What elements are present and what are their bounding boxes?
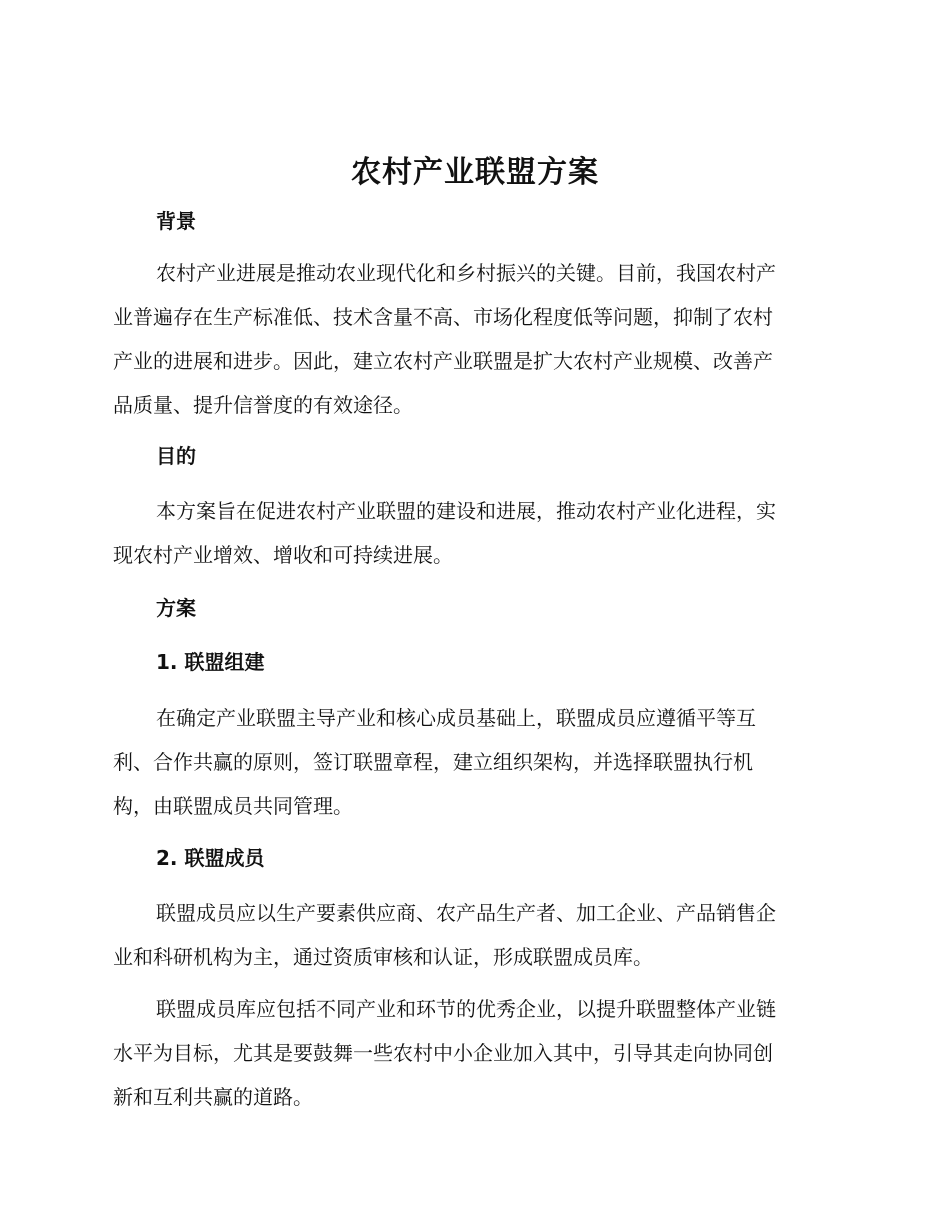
paragraph-line: 农村产业进展是推动农业现代化和乡村振兴的关键。目前，我国农村产 [156,261,776,285]
paragraph-line: 品质量、提升信誉度的有效途径。 [113,393,413,417]
paragraph-line: 利、合作共赢的原则，签订联盟章程，建立组织架构，并选择联盟执行机 [113,750,753,774]
paragraph-line: 业和科研机构为主，通过资质审核和认证，形成联盟成员库。 [113,945,653,969]
subheading-alliance-formation: 1. 联盟组建 [156,650,265,674]
heading-background: 背景 [156,209,196,233]
paragraph-alliance-formation [113,696,830,828]
paragraph-line: 联盟成员应以生产要素供应商、农产品生产者、加工企业、产品销售企 [156,901,776,925]
paragraph-line: 水平为目标，尤其是要鼓舞一些农村中小企业加入其中，引导其走向协同创 [113,1041,773,1065]
paragraph-line: 业普遍存在生产标准低、技术含量不高、市场化程度低等问题，抑制了农村 [113,305,773,329]
paragraph-alliance-members-1 [113,891,830,979]
paragraph-line: 在确定产业联盟主导产业和核心成员基础上，联盟成员应遵循平等互 [156,706,756,730]
paragraph-line: 本方案旨在促进农村产业联盟的建设和进展，推动农村产业化进程，实 [156,499,776,523]
heading-plan: 方案 [156,596,196,620]
paragraph-background [113,251,830,427]
document-title: 农村产业联盟方案 [351,155,599,190]
heading-purpose: 目的 [156,444,196,468]
paragraph-line: 联盟成员库应包括不同产业和环节的优秀企业，以提升联盟整体产业链 [156,997,776,1021]
paragraph-purpose [113,489,830,577]
paragraph-line: 产业的进展和进步。因此，建立农村产业联盟是扩大农村产业规模、改善产 [113,349,773,373]
paragraph-line: 构，由联盟成员共同管理。 [113,794,353,818]
paragraph-alliance-members-2 [113,987,830,1119]
paragraph-line: 新和互利共赢的道路。 [113,1085,313,1109]
paragraph-line: 现农村产业增效、增收和可持续进展。 [113,543,453,567]
subheading-alliance-members: 2. 联盟成员 [156,846,265,870]
